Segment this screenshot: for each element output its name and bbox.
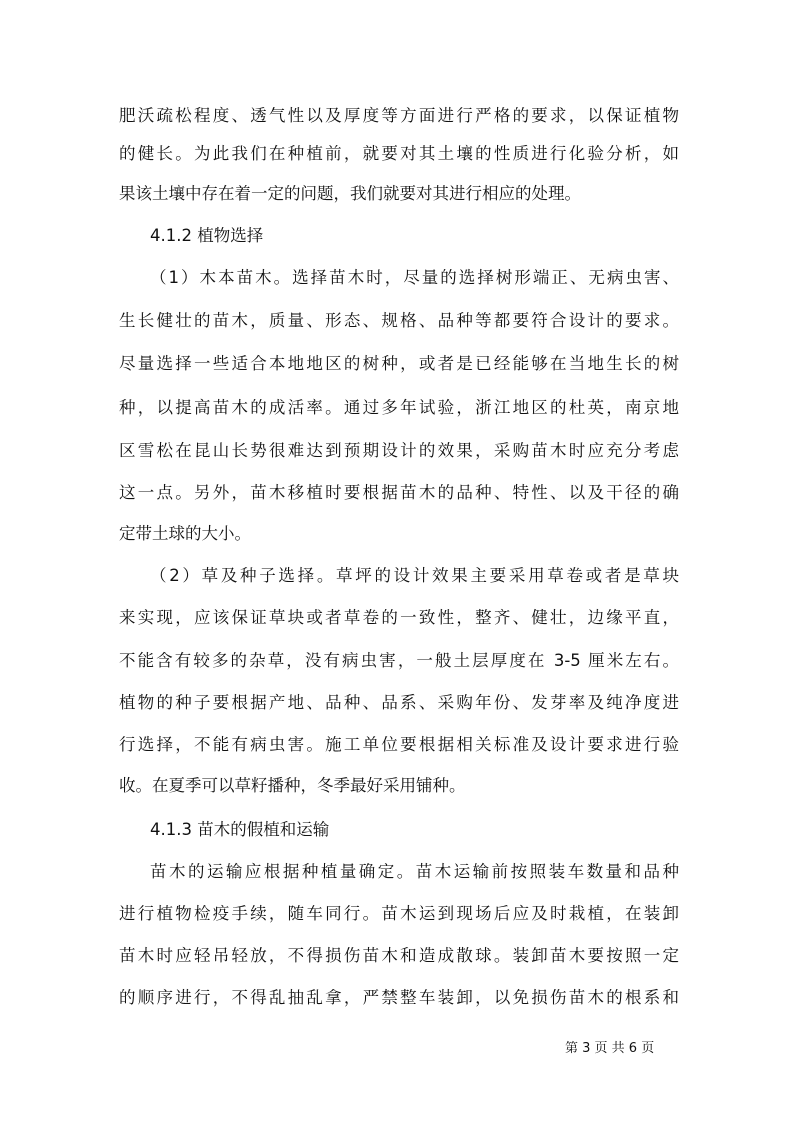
page-number: 第 3 页 共 6 页 <box>565 1041 655 1056</box>
body-text-line: 种，以提高苗木的成活率。通过多年试验，浙江地区的杜英，南京地 <box>119 398 679 417</box>
body-text-line: （1）木本苗木。选择苗木时，尽量的选择树形端正、无病虫害、 <box>150 268 679 287</box>
body-text-line: 进行植物检疫手续，随车同行。苗木运到现场后应及时栽植，在装卸 <box>119 904 679 923</box>
body-text-line: 肥沃疏松程度、透气性以及厚度等方面进行严格的要求，以保证植物 <box>119 106 679 125</box>
body-text-line: 生长健壮的苗木，质量、形态、规格、品种等都要符合设计的要求。 <box>119 311 679 330</box>
body-text-line: 不能含有较多的杂草，没有病虫害，一般土层厚度在 3-5 厘米左右。 <box>119 651 679 670</box>
body-text-line: 行选择，不能有病虫害。施工单位要根据相关标准及设计要求进行验 <box>119 735 679 754</box>
body-text-line: 果该土壤中存在着一定的问题，我们就要对其进行相应的处理。 <box>119 184 581 203</box>
section-heading-4-1-2: 4.1.2 植物选择 <box>150 226 264 245</box>
body-text-line: 苗木的运输应根据种植量确定。苗木运输前按照装车数量和品种 <box>150 862 679 881</box>
body-text-line: 尽量选择一些适合本地地区的树种，或者是已经能够在当地生长的树 <box>119 354 679 373</box>
body-text-line: 的顺序进行，不得乱抽乱拿，严禁整车装卸，以免损伤苗木的根系和 <box>119 988 679 1007</box>
body-text-line: 来实现，应该保证草块或者草卷的一致性，整齐、健壮，边缘平直， <box>119 608 679 627</box>
body-text-line: 苗木时应轻吊轻放，不得损伤苗木和造成散球。装卸苗木要按照一定 <box>119 946 679 965</box>
body-text-line: 区雪松在昆山长势很难达到预期设计的效果，采购苗木时应充分考虑 <box>119 441 679 460</box>
section-heading-4-1-3: 4.1.3 苗木的假植和运输 <box>150 820 330 839</box>
body-text-line: 植物的种子要根据产地、品种、品系、采购年份、发芽率及纯净度进 <box>119 693 679 712</box>
body-text-line: 收。在夏季可以草籽播种，冬季最好采用铺种。 <box>119 776 466 795</box>
body-text-line: 的健长。为此我们在种植前，就要对其土壤的性质进行化验分析，如 <box>119 144 679 163</box>
body-text-line: 这一点。另外，苗木移植时要根据苗木的品种、特性、以及干径的确 <box>119 483 679 502</box>
body-text-line: （2）草及种子选择。草坪的设计效果主要采用草卷或者是草块 <box>150 566 679 585</box>
body-text-line: 定带土球的大小。 <box>119 524 251 543</box>
